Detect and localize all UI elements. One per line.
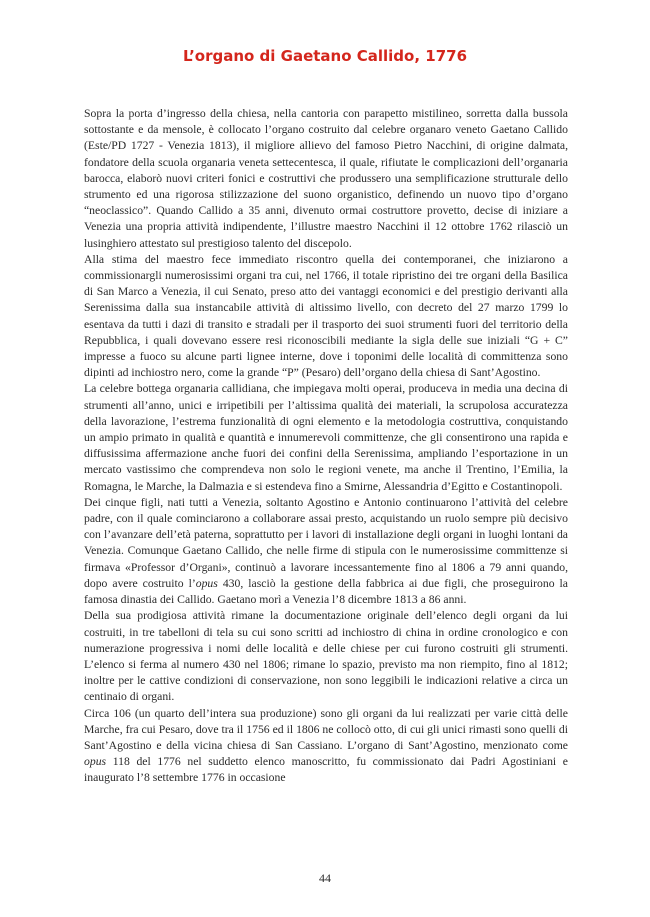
body-text	[84, 106, 568, 787]
paragraph	[84, 381, 568, 494]
italic-term: opus	[84, 755, 107, 769]
paragraph-text: 430, lasciò la gestione della fabbrica ai due figli, che proseguirono la famosa dinastia dei Callido. Gaetano morì a Venezia l’8 dicembre 1813 a 86 anni.	[84, 576, 568, 607]
paragraph-text: Sopra la porta d’ingresso della chiesa, nella cantoria con parapetto mistilineo, sorretta dalla bussola sottostante e da mensole, è collocato l’organo costruito dal celebre organaro veneto Gaetano Callido (Este/PD 1727 - Venezia 1813), il migliore allievo del famoso Pietro Nacchini, di origine dalmata, fondatore della scuola organaria veneta settecentesca, il quale, rifiutate le complicazioni dell’organaria barocca, elaborò nuovi criteri fonici e costruttivi che produssero una semplificazione strutturale dello strumento ed una rigorosa stilizzazione del suono organistico, definendo un nuovo tipo d’organo “neoclassico”. Quando Callido a 35 anni, divenuto ormai costruttore provetto, decise di iniziare a Venezia una propria attività indipendente, l’illustre maestro Nacchini il 12 ottobre 1762 rilasciò un lusinghiero attestato sul prestigioso talento del discepolo.	[84, 107, 568, 250]
page-number: 44	[319, 871, 331, 885]
paragraph	[84, 706, 568, 787]
paragraph-text: Dei cinque figli, nati tutti a Venezia, soltanto Agostino e Antonio continuarono l’attività del celebre padre, con il quale cominciarono a collaborare assai presto, acquistando un ruolo sempre più decisivo con l’avanzare dell’età paterna, soprattutto per i lavori di installazione degli organi in luoghi lontani da Venezia. Comunque Gaetano Callido, che nelle firme di stipula con le numerosissime committenze si firmava «Professor d’Organi», continuò a lavorare incessantemente fino al 1806 a 79 anni quando, dopo avere costruito l’	[84, 495, 568, 590]
paragraph	[84, 608, 568, 705]
paragraph	[84, 106, 568, 252]
italic-term: opus	[195, 576, 218, 590]
paragraph-text: Alla stima del maestro fece immediato riscontro quella dei contemporanei, che iniziarono a commissionargli numerosissimi organi tra cui, nel 1766, il totale ripristino dei tre organi della Basilica di San Marco a Venezia, il cui Senato, preso atto dei vantaggi economici e del prestigio derivanti alla Serenissima dalla sua instancabile attività di altissimo livello, con decreto del 27 marzo 1799 lo esentava da tutti i dazi di transito e stradali per il trasporto dei suoi strumenti fuori del territorio della Repubblica, i quali dovevano essere resi riconoscibili mediante la sigla delle sue iniziali “G + C” impresse a fuoco su alcune parti lignee interne, dove i toponimi delle località di committenza sono dipinti ad inchiostro nero, come la grande “P” (Pesaro) dell’organo della chiesa di Sant’Agostino.	[84, 252, 568, 380]
paragraph-text: 118 del 1776 nel suddetto elenco manoscritto, fu commissionato dai Padri Agostiniani e inaugurato l’8 settembre 1776 in occasione	[84, 755, 568, 785]
paragraph-text: La celebre bottega organaria callidiana, che impiegava molti operai, produceva in media una decina di strumenti all’anno, unici e irripetibili per l’altissima qualità dei materiali, la scrupolosa accuratezza della lavorazione, l’estrema funzionalità di ogni elemento e la metodologia costruttiva, conquistando un ampio primato in qualità e quantità e innumerevoli committenze, che gli consentirono una rapida e diffusissima affermazione anche fuori dei confini della Serenissima, ampliando l’esportazione in un mercato vastissimo che comprendeva non solo le regioni venete, ma anche il Trentino, l’Emilia, la Romagna, le Marche, la Dalmazia e si estendeva fino a Smirne, Alessandria d’Egitto e Costantinopoli.	[84, 382, 568, 493]
paragraph	[84, 252, 568, 382]
page-title: L’organo di Gaetano Callido, 1776	[182, 47, 468, 65]
paragraph-text: Circa 106 (un quarto dell’intera sua produzione) sono gli organi da lui realizzati per varie città delle Marche, fra cui Pesaro, dove tra il 1756 ed il 1806 ne collocò otto, di cui gli unici rimasti sono quelli di Sant’Agostino e della vicina chiesa di San Cassiano. L’organo di Sant’Agostino, menzionato come	[84, 706, 568, 752]
paragraph-text: Della sua prodigiosa attività rimane la documentazione originale dell’elenco degli organi da lui costruiti, in tre tabelloni di tela su cui sono scritti ad inchiostro di china in ordine cronologico e con numerazione progressiva i nomi delle località e delle chiese per cui furono costruiti gli strumenti. L’elenco si ferma al numero 430 nel 1806; rimane lo spazio, previsto ma non riempito, fino al 1812; inoltre per le cattive condizioni di conservazione, non sono leggibili le indicazioni relative a circa un centinaio di organi.	[84, 609, 568, 704]
paragraph	[84, 495, 568, 608]
